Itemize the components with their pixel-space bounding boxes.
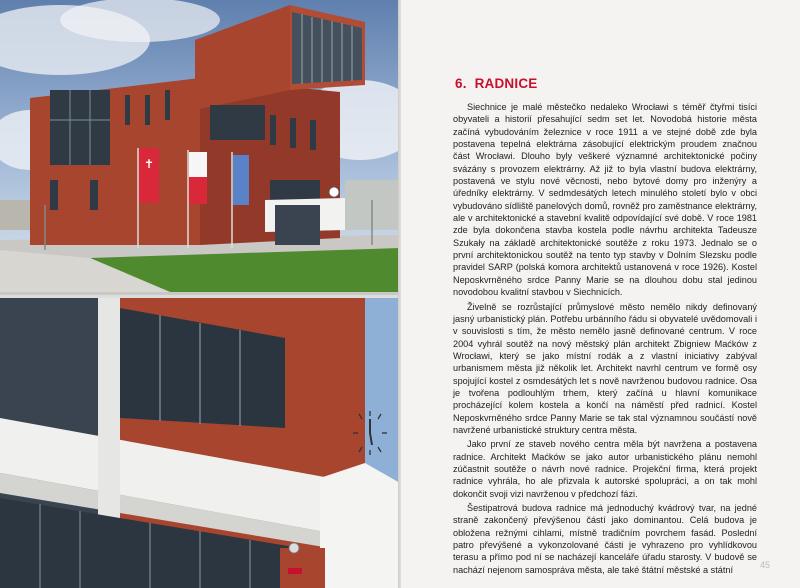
town-hall-exterior-photo bbox=[0, 0, 400, 295]
paragraph: Šestipatrová budova radnice má jednoduchý kvádrový tvar, na jedné straně zakončený převýšenou částí jako dominantou. Celá budova je obložena režnými cihlami, místně tradičním povrchem fasád. Poslední patro převýšené a vykonzolované části je vyhrazeno pro vyhlídkovou terasu a přímo pod ní se nacházejí kanceláře úřadu starosty. V budově se nachází nejenom samospráva města, ale také štátní městské a státní bbox=[453, 503, 757, 575]
section-heading bbox=[455, 76, 537, 91]
article-body bbox=[453, 101, 757, 578]
paragraph: Siechnice je malé městečko nedaleko Wrocławi s téměř čtyřmi tisíci obyvateli a historií přesahující sedm set let. Novodobá historie města začíná vybudováním železnice v roce 1911 a ve stejné době zde byla postavena tepelná elektrárna zásobující elektrickým proudem značnou část Wrocławi. Dlouho byly veškeré významné architektonické počiny svázány s provozem elektrárny. Až již to byla vlastní budova elektrárny, postavená ve stylu nové věcnosti, nebo bytové domy pro inženýry a úředníky elektrárny. V sedmdesátých letech minulého století bylo v obci vybudováno sídliště panelových domů, rovněž pro zaměstnance elektrárny, ale v architektonické a stavební kvalitě odpovídající své době. V roce 1981 zde byla dokončena stavba kostela podle návrhu architekta Tadeusze Szukały na základě architektonické soutěže z roku 1973. Jednalo se o první architektonickou soutěž na tento typ stavby v Dolním Slezsku podle pravidel SARP (polská komora architektů ustanovená v roce 1926). Kostel Neposkvrněného srdce Panny Marie se na dlouhou dobu stal jedinou novodobou kvalitní stavbou v Siechnicích. bbox=[453, 102, 757, 298]
section-number: 6. bbox=[455, 76, 467, 91]
section-title: RADNICE bbox=[474, 76, 538, 91]
svg-text:✝: ✝ bbox=[143, 157, 155, 171]
paragraph: Živelně se rozrůstající průmyslové město nemělo nikdy definovaný jasný urbanistický plán. Potřebu urbánního řádu si obyvatelé uvědomovali i v souvislosti s tím, že město nemělo jasně definované centrum. V roce 2004 vyhrál soutěž na nový městský plán architekt Zbigniew Maćków z Wrocławi, který se jako místní rodák a z vlastní iniciativy zabýval urbanismem města již několik let. Architekt navrhl centrum ve formě osy spojující kostel z osmdesátých let s nově navrženou budovou radnice. Osa je tvořena podlouhlým trhem, který začíná u hlavní komunikace procházející kolem kostela a končí na náměstí před radnicí. Kostel Neposkvrněného srdce Panny Marie se tak stal významnou součástí nově navržené urbanistické struktury centra města. bbox=[453, 301, 757, 435]
town-hall-detail-photo bbox=[0, 298, 400, 588]
paragraph: Jako první ze staveb nového centra měla být navržena a postavena radnice. Architekt Maćków se jako autor urbanistického plánu nemohl zúčastnit soutěže o návrh nové radnice. Projekční firma, která projekt radnice vyhrála, ho ale přizvala k autorské spolupráci, a on tak mohl dokončit svoji vizi navrženou v předchozí fázi. bbox=[453, 439, 757, 499]
page-number: 45 bbox=[759, 560, 770, 570]
